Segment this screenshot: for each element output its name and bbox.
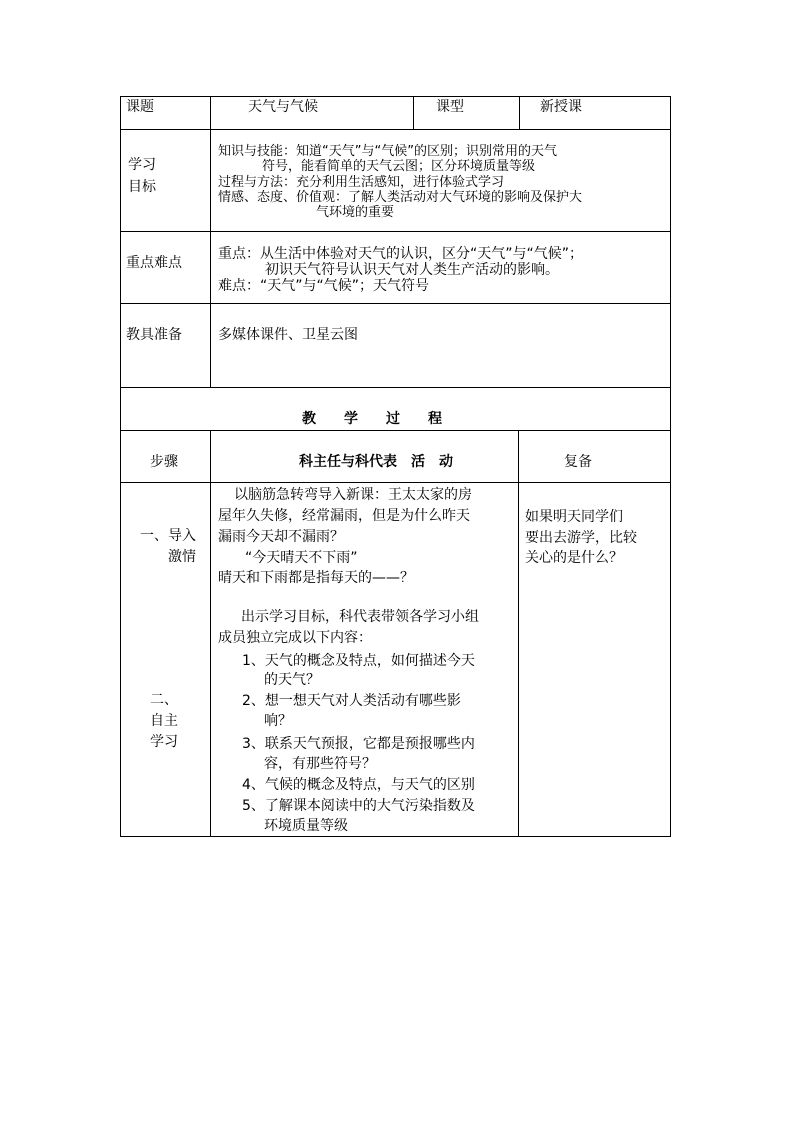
step1-activity-line-2: 屋年久失修，经常漏雨，但是为什么昨天 — [218, 508, 470, 524]
objectives-line-2: 符号，能看简单的天气云图；区分环境质量等级 — [262, 159, 536, 174]
step1-label: 一、导入 激情 — [140, 528, 196, 565]
key-points-line-2: 初识天气符号认识天气对人类生产活动的影响。 — [265, 262, 559, 278]
materials-label: 教具准备 — [126, 327, 182, 343]
type-label: 课型 — [436, 99, 464, 115]
materials-value: 多媒体课件、卫星云图 — [218, 327, 358, 343]
steps-header: 步骤 — [150, 454, 178, 470]
topic-value: 天气与气候 — [248, 99, 318, 115]
step2-item-3: 3、联系天气预报，它都是预报哪些内 — [242, 736, 475, 752]
key-points-line-1: 重点：从生活中体验对天气的认识，区分“天气”与“气候”； — [218, 246, 584, 262]
step2-item-2-cont: 响？ — [264, 713, 292, 729]
step1-review-line-2: 要出去游学，比较 — [525, 530, 637, 546]
objectives-line-1: 知识与技能：知道“天气”与“气候”的区别；识别常用的天气 — [218, 144, 557, 159]
step1-activity-line-5: 晴天和下雨都是指每天的——？ — [218, 570, 414, 586]
step2-item-5: 5、了解课本阅读中的大气污染指数及 — [242, 798, 475, 814]
key-points-label: 重点难点 — [126, 255, 182, 271]
step2-item-2: 2、想一想天气对人类活动有哪些影 — [242, 693, 461, 709]
step1-activity-line-1: 以脑筋急转弯导入新课：王太太家的房 — [234, 487, 472, 503]
key-points-line-3: 难点：“天气”与“气候”；天气符号 — [218, 278, 430, 294]
step1-review-line-1: 如果明天同学们 — [525, 509, 623, 525]
step2-intro-line-1: 出示学习目标，科代表带领各学习小组 — [241, 609, 479, 625]
step2-item-1: 1、天气的概念及特点，如何描述今天 — [242, 653, 475, 669]
objectives-line-4: 情感、态度、价值观：了解人类活动对大气环境的影响及保护大 — [218, 190, 583, 205]
step1-review-line-3: 关心的是什么？ — [525, 550, 623, 566]
review-header: 复备 — [564, 454, 592, 470]
objectives-line-5: 气环境的重要 — [316, 205, 395, 220]
step2-item-5-cont: 环境质量等级 — [264, 818, 348, 834]
objectives-label: 学习 目标 — [128, 157, 156, 195]
step2-intro-line-2: 成员独立完成以下内容： — [218, 630, 372, 646]
step2-label: 二、 自主 学习 — [150, 692, 178, 750]
objectives-line-3: 过程与方法：充分利用生活感知，进行体验式学习 — [218, 175, 505, 190]
type-value: 新授课 — [540, 99, 582, 115]
topic-label: 课题 — [126, 99, 154, 115]
process-title: 教 学 过 程 — [302, 411, 442, 427]
step2-item-1-cont: 的天气？ — [264, 672, 320, 688]
step1-activity-line-4: “今天晴天不下雨” — [245, 550, 358, 566]
step2-item-4: 4、气候的概念及特点，与天气的区别 — [242, 777, 475, 793]
step1-activity-line-3: 漏雨今天却不漏雨？ — [218, 529, 344, 545]
activity-header: 科主任与科代表 活 动 — [299, 454, 453, 470]
step2-item-3-cont: 容，有那些符号？ — [264, 756, 376, 772]
